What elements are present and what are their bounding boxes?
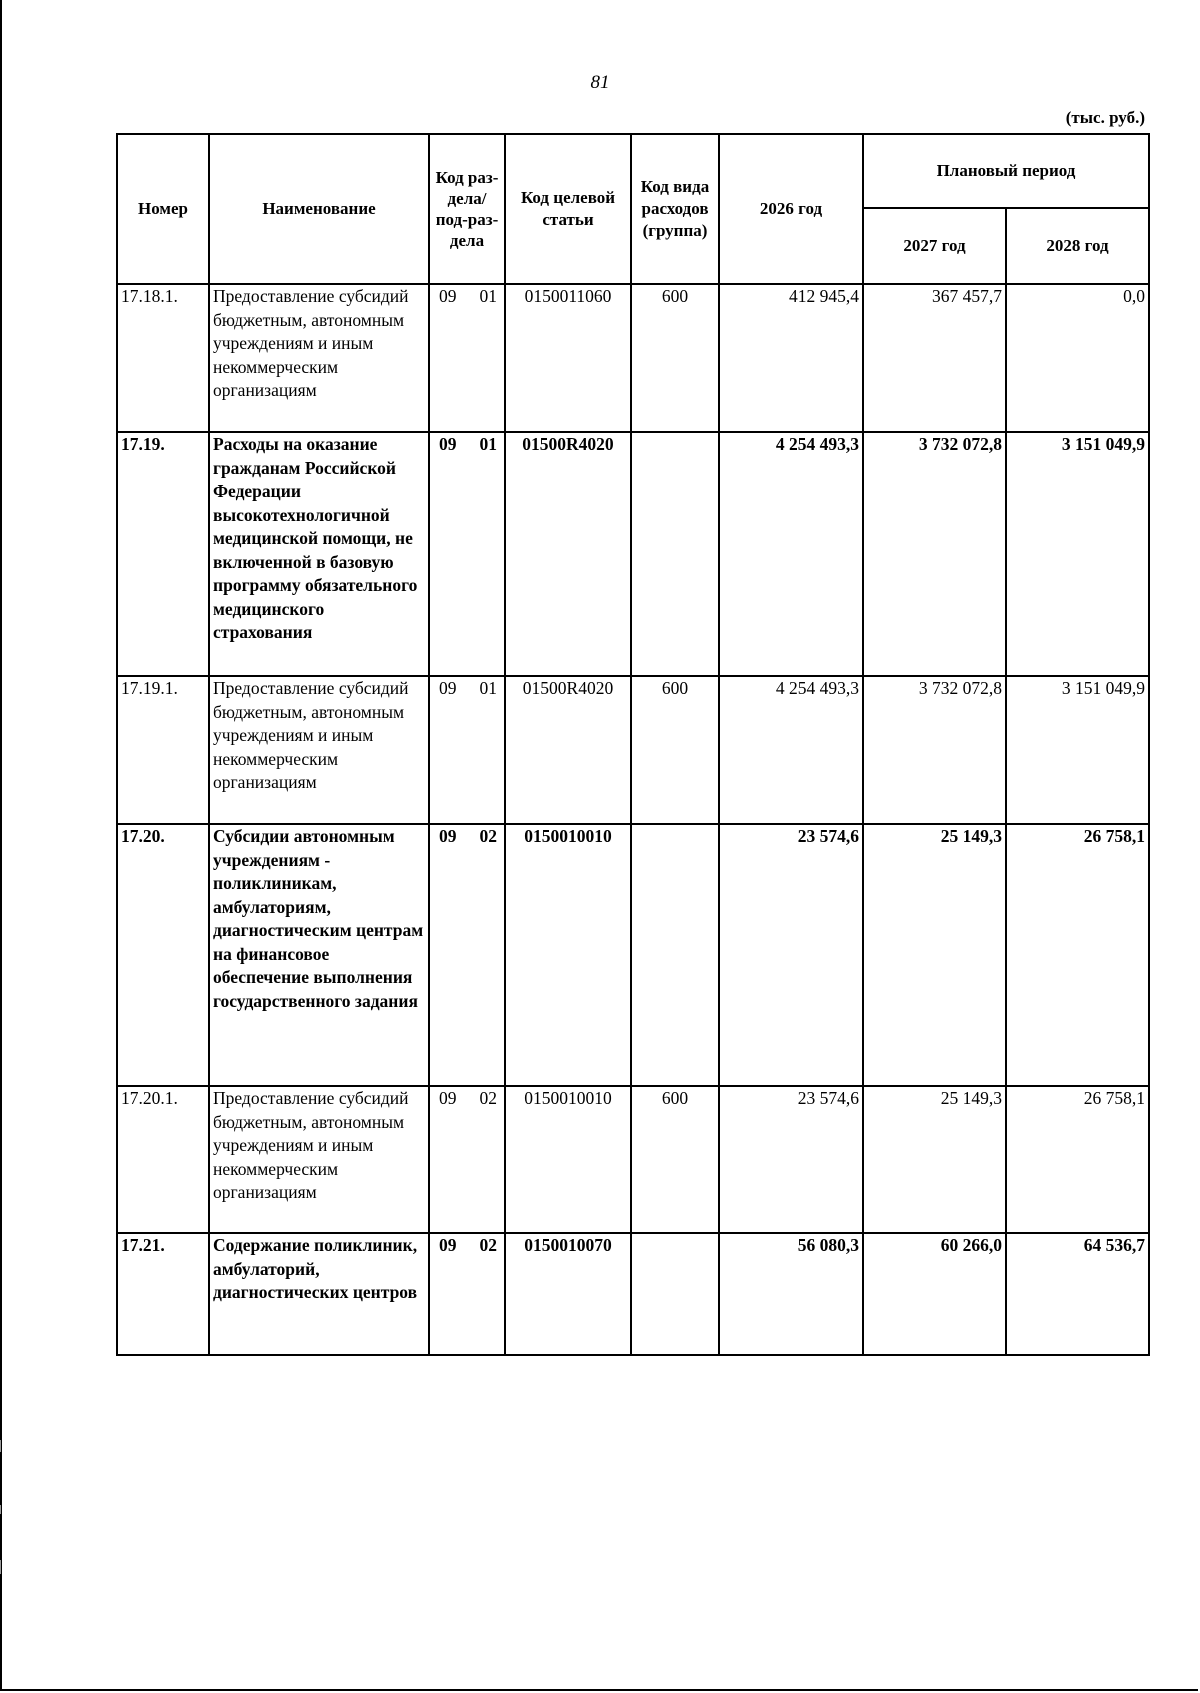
row-expense-code: 600 <box>631 676 719 824</box>
row-section-code <box>429 1233 505 1355</box>
header-target-code: Код целевой статьи <box>505 134 631 284</box>
row-podrazdel: 02 <box>479 826 497 846</box>
row-razdel: 09 <box>439 1088 457 1108</box>
row-number: 17.21. <box>117 1233 209 1355</box>
row-target-code: 0150011060 <box>505 284 631 432</box>
row-amount-2028: 64 536,7 <box>1006 1233 1149 1355</box>
row-expense-code <box>631 432 719 676</box>
table-row <box>117 1086 1149 1233</box>
budget-table <box>116 133 1150 1356</box>
row-podrazdel: 01 <box>479 286 497 306</box>
row-target-code: 0150010010 <box>505 1086 631 1233</box>
row-amount-2026: 23 574,6 <box>719 1086 863 1233</box>
page-number: 81 <box>590 72 610 93</box>
table-row <box>117 284 1149 432</box>
row-amount-2028: 26 758,1 <box>1006 1086 1149 1233</box>
row-section-code <box>429 824 505 1086</box>
row-amount-2028: 3 151 049,9 <box>1006 676 1149 824</box>
row-section-code <box>429 676 505 824</box>
row-podrazdel: 02 <box>479 1235 497 1255</box>
header-year-2028: 2028 год <box>1006 208 1149 284</box>
row-razdel: 09 <box>439 434 457 454</box>
row-section-code <box>429 1086 505 1233</box>
row-name: Предоставление субсидий бюджетным, автономным учреждениям и иным некоммерческим организациям <box>209 284 429 432</box>
units-label: (тыс. руб.) <box>1065 108 1145 127</box>
row-razdel: 09 <box>439 1235 457 1255</box>
row-name: Субсидии автономным учреждениям - поликлиникам, амбулаториям, диагностическим центрам на финансовое обеспечение выполнения государственного задания <box>209 824 429 1086</box>
table-header <box>117 134 1149 284</box>
row-number: 17.20. <box>117 824 209 1086</box>
row-razdel: 09 <box>439 826 457 846</box>
row-amount-2026: 4 254 493,3 <box>719 676 863 824</box>
row-name: Содержание поликлиник, амбулаторий, диагностических центров <box>209 1233 429 1355</box>
row-target-code: 01500R4020 <box>505 432 631 676</box>
row-amount-2026: 56 080,3 <box>719 1233 863 1355</box>
scan-artifact <box>0 1440 1 1452</box>
row-razdel: 09 <box>439 286 457 306</box>
row-podrazdel: 01 <box>479 678 497 698</box>
row-target-code: 01500R4020 <box>505 676 631 824</box>
row-section-code <box>429 432 505 676</box>
row-amount-2026: 23 574,6 <box>719 824 863 1086</box>
row-number: 17.19.1. <box>117 676 209 824</box>
row-amount-2027: 25 149,3 <box>863 824 1006 1086</box>
scan-artifact <box>0 1560 1 1574</box>
row-expense-code: 600 <box>631 284 719 432</box>
scan-artifact <box>0 1505 1 1514</box>
row-name: Предоставление субсидий бюджетным, автономным учреждениям и иным некоммерческим организациям <box>209 676 429 824</box>
row-amount-2027: 367 457,7 <box>863 284 1006 432</box>
row-expense-code <box>631 1233 719 1355</box>
header-plan-period: Плановый период <box>863 134 1149 208</box>
row-expense-code: 600 <box>631 1086 719 1233</box>
row-section-code <box>429 284 505 432</box>
header-name: Наименование <box>209 134 429 284</box>
table-row <box>117 432 1149 676</box>
row-number: 17.20.1. <box>117 1086 209 1233</box>
row-number: 17.19. <box>117 432 209 676</box>
row-amount-2027: 3 732 072,8 <box>863 676 1006 824</box>
table-body <box>117 284 1149 1355</box>
row-target-code: 0150010070 <box>505 1233 631 1355</box>
table-row <box>117 676 1149 824</box>
row-target-code: 0150010010 <box>505 824 631 1086</box>
row-amount-2028: 3 151 049,9 <box>1006 432 1149 676</box>
table-row <box>117 1233 1149 1355</box>
row-amount-2028: 0,0 <box>1006 284 1149 432</box>
table-row <box>117 824 1149 1086</box>
header-expense-code: Код вида расходов (группа) <box>631 134 719 284</box>
row-amount-2026: 4 254 493,3 <box>719 432 863 676</box>
row-name: Расходы на оказание гражданам Российской Федерации высокотехнологичной медицинской помощи, не включенной в базовую программу обязательного медицинского страхования <box>209 432 429 676</box>
row-podrazdel: 02 <box>479 1088 497 1108</box>
row-amount-2028: 26 758,1 <box>1006 824 1149 1086</box>
header-section-code: Код раз-дела/ под-раз-дела <box>429 134 505 284</box>
row-number: 17.18.1. <box>117 284 209 432</box>
header-year-2027: 2027 год <box>863 208 1006 284</box>
row-amount-2027: 25 149,3 <box>863 1086 1006 1233</box>
row-amount-2027: 3 732 072,8 <box>863 432 1006 676</box>
row-amount-2027: 60 266,0 <box>863 1233 1006 1355</box>
row-amount-2026: 412 945,4 <box>719 284 863 432</box>
row-expense-code <box>631 824 719 1086</box>
row-name: Предоставление субсидий бюджетным, автономным учреждениям и иным некоммерческим организациям <box>209 1086 429 1233</box>
row-razdel: 09 <box>439 678 457 698</box>
header-number: Номер <box>117 134 209 284</box>
header-year-2026: 2026 год <box>719 134 863 284</box>
row-podrazdel: 01 <box>479 434 497 454</box>
